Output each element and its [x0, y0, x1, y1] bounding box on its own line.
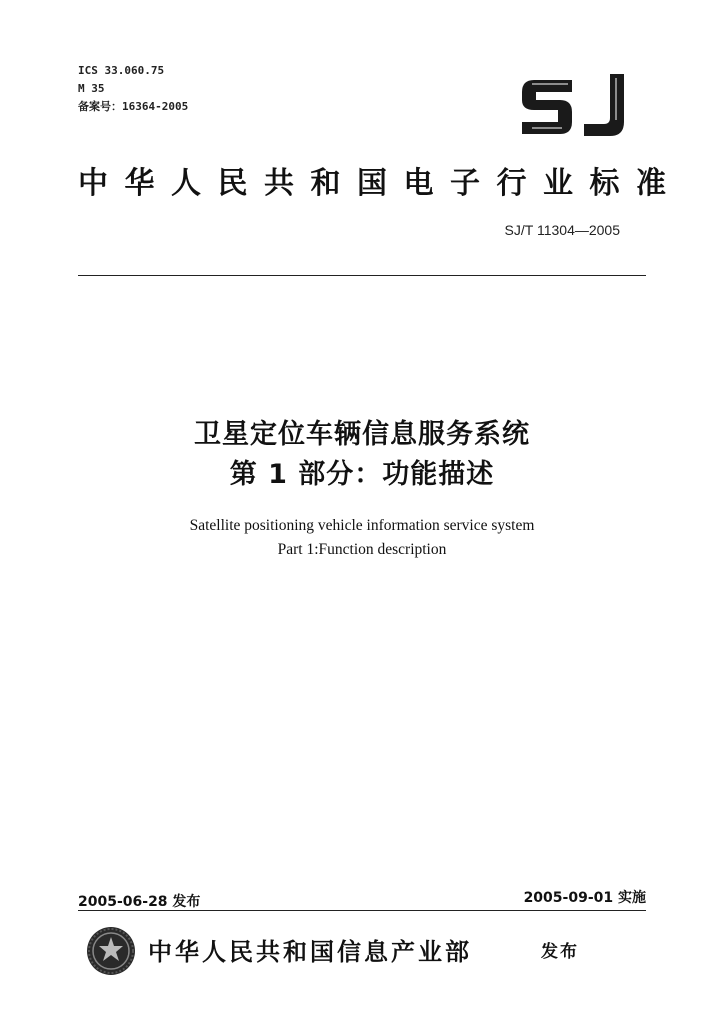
ics-code: ICS 33.060.75 — [78, 64, 165, 77]
standard-number: SJ/T 11304—2005 — [504, 222, 620, 238]
standard-category: 中华人民共和国电子行业标准 — [78, 166, 683, 201]
title-cn-line2: 第 1 部分：功能描述 — [229, 459, 495, 490]
sj-logo-icon — [512, 70, 642, 142]
issue-date: 2005-06-28 发布 — [78, 894, 201, 910]
header-divider — [78, 275, 646, 276]
footer-divider — [78, 910, 646, 911]
publish-label: 发布 — [541, 942, 579, 962]
title-cn-line1: 卫星定位车辆信息服务系统 — [194, 419, 530, 450]
publisher-name: 中华人民共和国信息产业部 — [148, 938, 472, 966]
implementation-date: 2005-09-01 实施 — [523, 890, 646, 906]
filing-number: 备案号：16364-2005 — [78, 100, 189, 113]
ccs-code: M 35 — [78, 82, 105, 95]
title-en-line2: Part 1:Function description — [277, 541, 447, 558]
national-emblem-icon — [86, 926, 136, 976]
title-en-line1: Satellite positioning vehicle information service system — [189, 517, 535, 534]
